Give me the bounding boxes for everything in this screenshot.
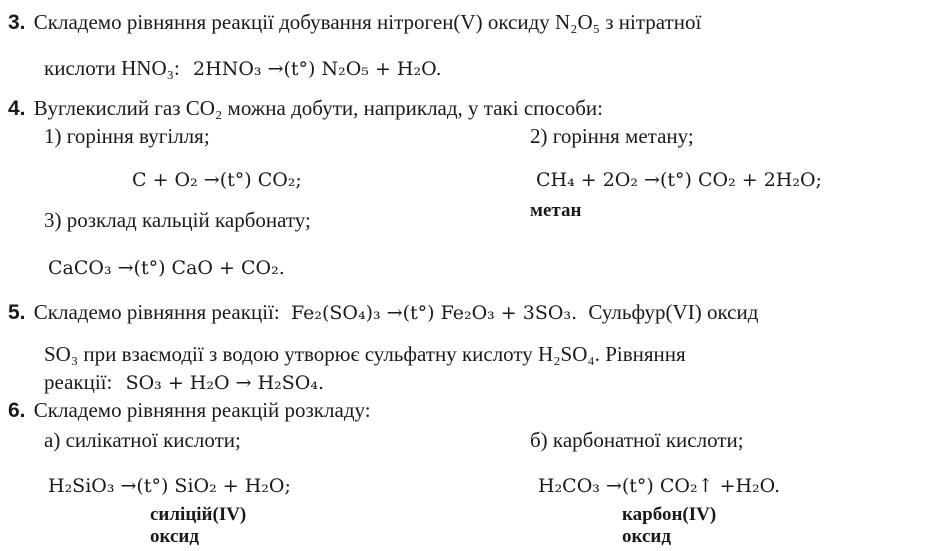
item-5-line-1 [8,300,758,325]
item-6-caption-b-1: карбон(IV) [622,504,717,525]
item-6-number: 6. [8,399,26,422]
item-6-equation-a: H₂SiO₃ →(t°) SiO₂ + H₂O; [48,475,291,497]
item-4-method-3: 3) розклад кальцій карбонату; [44,208,311,232]
item-3-line-1 [8,10,701,35]
item-4-equation-2: CH₄ + 2O₂ →(t°) CO₂ + 2H₂O; [536,169,822,191]
item-5-line-3 [44,370,324,395]
item-4-text: Вуглекислий газ CO₂ можна добути, наприклад, у такі способи: [33,96,604,120]
item-6-equation-b: H₂CO₃ →(t°) CO₂↑ +H₂O. [538,475,781,497]
item-5-text-after: Сульфур(VI) оксид [588,300,759,324]
item-6-caption-a-2: оксид [150,526,199,547]
item-4-caption-metan: метан [530,200,582,221]
item-5-line-3-equation: SO₃ + H₂O → H₂SO₄. [125,372,324,394]
item-5-equation: Fe₂(SO₄)₃ →(t°) Fe₂O₃ + 3SO₃. [290,302,578,324]
item-4-equation-3: CaCO₃ →(t°) CaO + CO₂. [48,257,285,279]
item-6-option-b: б) карбонатної кислоти; [530,428,744,452]
item-6-caption-a-1: силіцій(IV) [150,504,247,525]
item-4-equation-1: C + O₂ →(t°) CO₂; [132,169,302,191]
item-3-text-2: кислоти HNO₃: [44,56,180,80]
item-6-text: Складемо рівняння реакцій розкладу: [33,398,371,422]
item-4-line-1 [8,96,603,121]
item-3-number: 3. [8,11,26,34]
item-6-line-1 [8,398,371,423]
item-6-option-a: а) силікатної кислоти; [44,428,241,452]
item-4-number: 4. [8,97,26,120]
item-4-method-2: 2) горіння метану; [530,124,694,148]
item-3-line-2 [44,56,442,81]
item-5-line-3-text: реакції: [44,370,113,394]
item-3-text: Складемо рівняння реакції добування нітроген(V) оксиду N₂O₅ з нітратної [33,10,702,34]
item-4-method-1: 1) горіння вугілля; [44,124,210,148]
item-5-number: 5. [8,301,26,324]
item-5-text: Складемо рівняння реакції: [33,300,280,324]
item-6-caption-b-2: оксид [622,526,671,547]
item-3-equation: 2HNO₃ →(t°) N₂O₅ + H₂O. [193,58,442,80]
item-5-line-2: SO₃ при взаємодії з водою утворює сульфатну кислоту H₂SO₄. Рівняння [44,342,686,366]
